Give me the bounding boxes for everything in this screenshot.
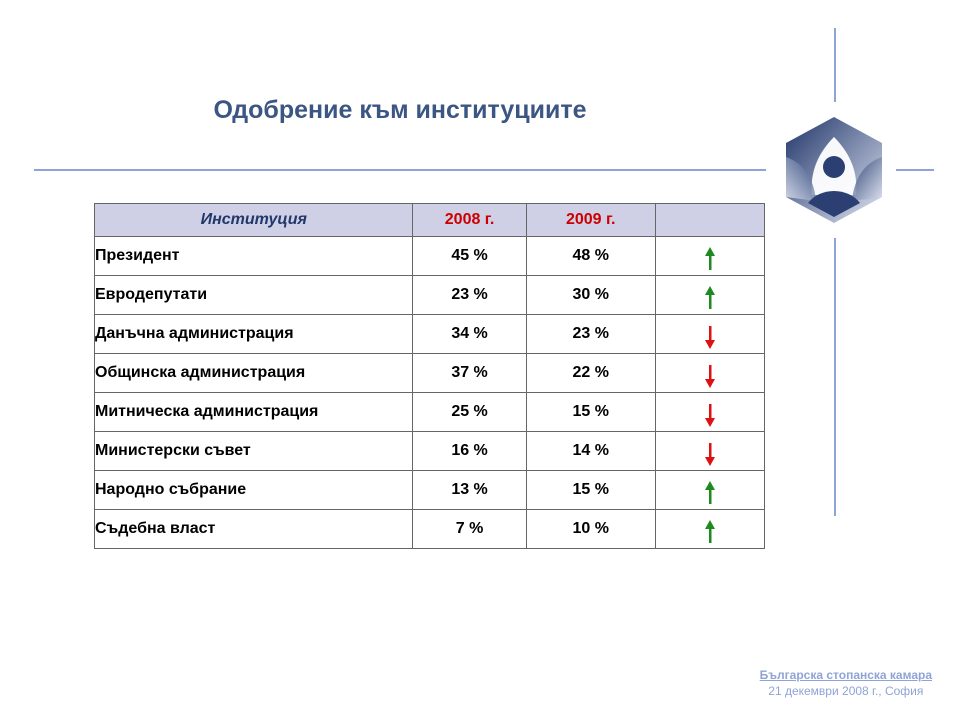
footer [760, 668, 932, 698]
bcc-logo-icon [786, 117, 882, 223]
footer-date: 21 декември 2008 г., София [768, 684, 924, 698]
value-2008: 16 % [413, 432, 526, 471]
table-row [95, 276, 765, 315]
trend-cell [655, 354, 764, 393]
trend-cell [655, 471, 764, 510]
arrow-up-icon [703, 481, 717, 505]
institution-name: Данъчна администрация [95, 315, 413, 354]
slide-title: Одобрение към институциите [213, 96, 587, 124]
institution-name: Народно събрание [95, 471, 413, 510]
arrow-up-icon [703, 520, 717, 544]
table-row [95, 237, 765, 276]
value-2008: 25 % [413, 393, 526, 432]
institution-name: Президент [95, 237, 413, 276]
institution-name: Евродепутати [95, 276, 413, 315]
arrow-up-icon [703, 286, 717, 310]
table-row [95, 315, 765, 354]
value-2009: 15 % [526, 393, 655, 432]
table-row [95, 432, 765, 471]
header-2009: 2009 г. [526, 204, 655, 237]
trend-cell [655, 315, 764, 354]
table-header-row [95, 204, 765, 237]
value-2008: 23 % [413, 276, 526, 315]
trend-cell [655, 432, 764, 471]
trend-cell [655, 276, 764, 315]
value-2009: 22 % [526, 354, 655, 393]
logo-rule-bottom [834, 238, 836, 516]
value-2008: 34 % [413, 315, 526, 354]
value-2009: 30 % [526, 276, 655, 315]
value-2009: 48 % [526, 237, 655, 276]
trend-cell [655, 393, 764, 432]
header-2008: 2008 г. [413, 204, 526, 237]
arrow-up-icon [703, 247, 717, 271]
value-2008: 37 % [413, 354, 526, 393]
institution-name: Общинска администрация [95, 354, 413, 393]
trend-cell [655, 510, 764, 549]
value-2008: 45 % [413, 237, 526, 276]
arrow-down-icon [703, 442, 717, 466]
table-row [95, 393, 765, 432]
value-2009: 15 % [526, 471, 655, 510]
value-2008: 13 % [413, 471, 526, 510]
logo-rule-top [834, 28, 836, 102]
value-2008: 7 % [413, 510, 526, 549]
trend-cell [655, 237, 764, 276]
table-row [95, 354, 765, 393]
arrow-down-icon [703, 403, 717, 427]
value-2009: 10 % [526, 510, 655, 549]
institution-name: Съдебна власт [95, 510, 413, 549]
table-row [95, 471, 765, 510]
title-rule-left [34, 169, 766, 171]
footer-organization-link[interactable]: Българска стопанска камара [759, 668, 932, 682]
approval-table [94, 203, 765, 549]
institution-name: Митническа администрация [95, 393, 413, 432]
institution-name: Министерски съвет [95, 432, 413, 471]
header-trend [655, 204, 764, 237]
header-institution: Институция [95, 204, 413, 237]
title-rule-right [896, 169, 934, 171]
value-2009: 23 % [526, 315, 655, 354]
table-row [95, 510, 765, 549]
arrow-down-icon [703, 364, 717, 388]
value-2009: 14 % [526, 432, 655, 471]
arrow-down-icon [703, 325, 717, 349]
